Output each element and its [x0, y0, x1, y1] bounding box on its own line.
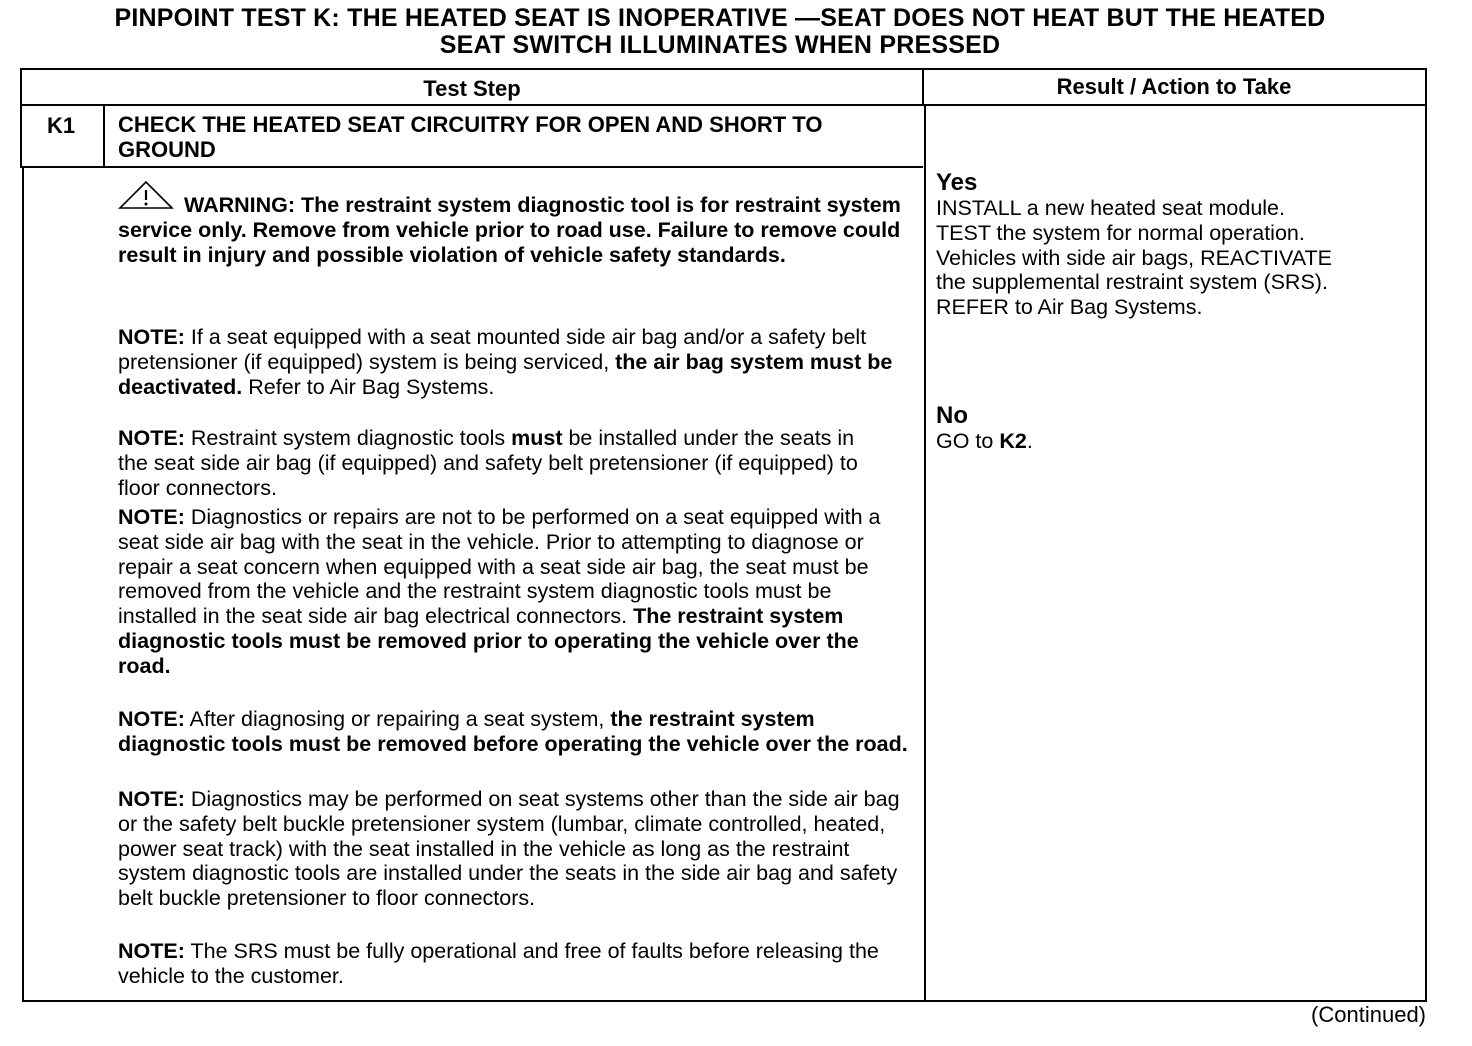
column-divider-lower	[924, 104, 926, 1002]
note-2-label: NOTE:	[118, 426, 185, 450]
note-6-text: The SRS must be fully operational and free of faults before releasing the vehicle to the customer.	[118, 939, 879, 988]
no-label: No	[936, 402, 968, 429]
note-4-text: After diagnosing or repairing a seat system,	[184, 707, 611, 731]
note-3-bold: The restraint system diagnostic tools must be removed prior to operating the vehicle over the road.	[118, 604, 859, 678]
yes-line: REFER to Air Bag Systems.	[936, 295, 1203, 320]
step-title: CHECK THE HEATED SEAT CIRCUITRY FOR OPEN AND SHORT TO GROUND	[118, 112, 823, 162]
table-left-border-lower	[22, 168, 24, 1002]
note-6-label: NOTE:	[118, 939, 185, 963]
note-1	[118, 325, 918, 399]
note-2-text-2: be installed under the seats in the seat side air bag (if equipped) and safety belt pretensioner (if equipped) to floor connectors.	[118, 426, 858, 500]
header-test-step: Test Step	[423, 76, 521, 101]
note-5	[118, 787, 908, 911]
no-action-period: .	[1026, 429, 1033, 453]
note-1-tail: Refer to Air Bag Systems.	[242, 374, 495, 399]
no-action-target: K2	[999, 429, 1027, 453]
note-2-text-1: Restraint system diagnostic tools	[184, 426, 512, 450]
warning-block	[118, 180, 908, 267]
note-2	[118, 426, 878, 500]
result-no	[936, 403, 1416, 454]
note-3	[118, 505, 908, 679]
header-bottom-border	[20, 104, 1427, 106]
note-4	[118, 707, 908, 757]
title-line-2: SEAT SWITCH ILLUMINATES WHEN PRESSED	[439, 31, 1001, 59]
yes-line: Vehicles with side air bags, REACTIVATE	[936, 245, 1332, 270]
no-action	[936, 429, 1416, 454]
note-4-label: NOTE:	[118, 707, 185, 731]
yes-line: TEST the system for normal operation.	[936, 220, 1305, 245]
note-1-label: NOTE:	[118, 325, 185, 349]
note-1-bold: the air bag system must be deactivated.	[118, 349, 893, 399]
page-title	[0, 5, 1440, 59]
yes-line: the supplemental restraint system (SRS).	[936, 270, 1328, 295]
yes-line: INSTALL a new heated seat module.	[936, 196, 1285, 220]
warning-triangle-icon	[118, 180, 174, 214]
note-3-label: NOTE:	[118, 505, 185, 529]
step-id: K1	[47, 113, 76, 138]
note-6	[118, 939, 908, 989]
table-bottom-border	[22, 1000, 1427, 1002]
note-5-text: Diagnostics may be performed on seat systems other than the side air bag or the safety belt buckle pretensioner system (lumbar, climate controlled, heated, power seat track) with the seat installed in the vehicle as long as the restraint system diagnostic tools are installed under the seats in the side air bag and safety belt buckle pretensioner to floor connectors.	[118, 787, 900, 911]
title-line-1: PINPOINT TEST K: THE HEATED SEAT IS INOPERATIVE —SEAT DOES NOT HEAT BUT THE HEATED	[114, 4, 1326, 32]
header-result-action: Result / Action to Take	[1056, 74, 1292, 99]
warning-text: WARNING: The restraint system diagnostic tool is for restraint system service only. Remove from vehicle prior to road use. Failure to remove could result in injury and possible violation of vehicle safety standards.	[118, 193, 901, 267]
note-3-text: Diagnostics or repairs are not to be performed on a seat equipped with a seat side air bag with the seat in the vehicle. Prior to attempting to diagnose or repair a seat concern when equipped with a seat side air bag, the seat must be removed from the vehicle and the restraint system diagnostic tools must be installed in the seat side air bag electrical connectors.	[118, 505, 881, 629]
step-title-bottom-border	[20, 166, 923, 168]
no-action-text: GO to	[936, 429, 1000, 453]
note-5-label: NOTE:	[118, 787, 185, 811]
note-2-bold: must	[511, 426, 563, 450]
note-1-text: If a seat equipped with a seat mounted side air bag and/or a safety belt pretensioner (if equipped) system is being serviced,	[118, 325, 867, 374]
yes-label: Yes	[936, 169, 978, 196]
step-id-divider	[103, 104, 105, 168]
result-yes	[936, 170, 1416, 320]
continued-label: (Continued)	[1311, 1002, 1426, 1027]
table-right-border	[1425, 68, 1427, 1000]
table-top-border	[20, 68, 1427, 70]
note-4-bold: the restraint system diagnostic tools must be removed before operating the vehicle over the road.	[118, 707, 908, 756]
